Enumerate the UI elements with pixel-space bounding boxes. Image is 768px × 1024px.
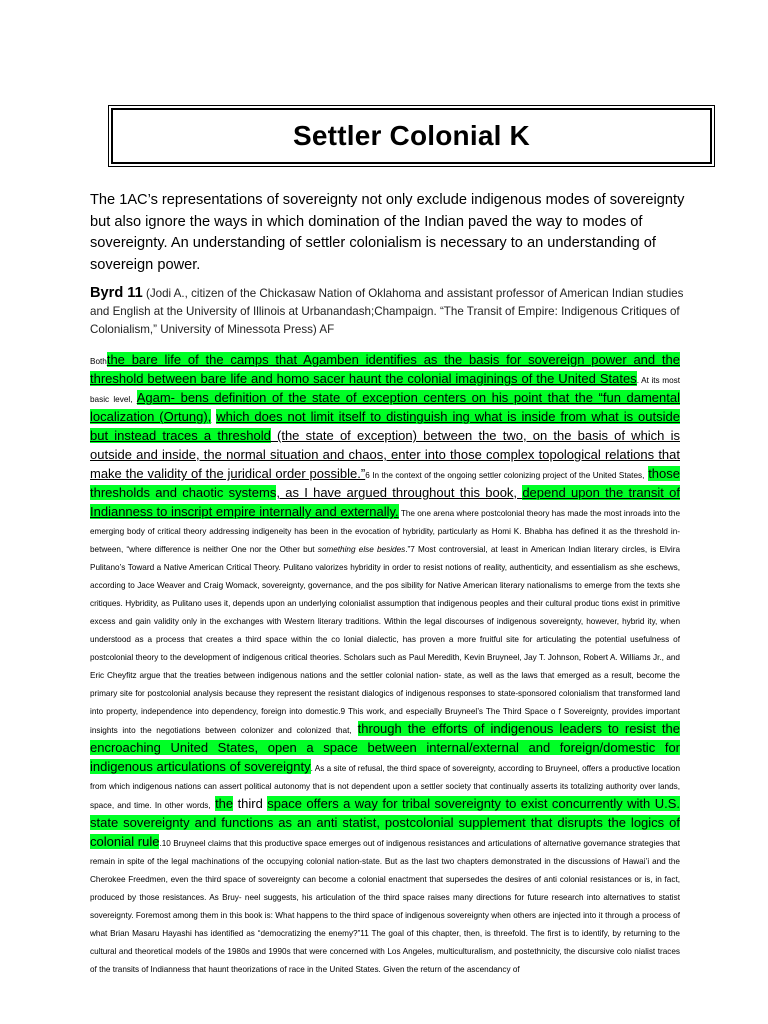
- card-body: [90, 350, 680, 1020]
- card-text-highlighted: the bare life of the camps that Agamben identifies as the basis for sovereign power and the threshold between bare life and homo sacer haunt the colonial imaginings of the United States: [90, 352, 680, 386]
- card-text-small: . As a site of refusal, the third space of sovereignty, according to Bruyneel, offers a productive location from which indigenous nations can assert political autonomy that is not dependent upon a settler society that continually asserts its totalizing authority over lands, space, and time. In other words,: [90, 764, 680, 810]
- card-text-highlighted: those thresholds and chaotic systems: [90, 466, 680, 500]
- card-text-highlighted: space offers a way for tribal sovereignty to exist concurrently with U.S. state sovereignty and functions as an anti statist, postcolonial supplement that disrupts the logics of colonial rule: [90, 796, 680, 849]
- card-text-underlined: (the state of exception) between the two, on the basis of which is outside and inside, the normal situation and chaos, enter into those complex topological relations that make the validity of the juridical order possible.”: [90, 428, 680, 481]
- card-text-highlighted: through the efforts of indigenous leaders to resist the encroaching United States, open a space between internal/external and foreign/domestic for indigenous articulations of sovereignty: [90, 721, 680, 774]
- page-title: Settler Colonial K: [293, 120, 530, 151]
- card-text-highlighted: depend upon the transit of Indianness to inscript empire internally and externally.: [90, 485, 680, 519]
- card-text-small: The one arena where postcolonial theory has made the most inroads into the emerging body of critical theory addressing indigeneity has been in the evocation of hybridity, particularly as Homi K. Bhabha has defined it as the threshold in-between, “where difference is neither One nor the Other but: [90, 509, 680, 554]
- citation-details: (Jodi A., citizen of the Chickasaw Nation of Oklahoma and assistant professor of American Indian studies and English at the University of Illinois at Urbanandash;Champaign. “The Transit of Empire: Indigenous Critiques of Colonialism,” University of Minessota Press) AF: [90, 287, 684, 336]
- card-text-highlighted: the: [215, 796, 234, 811]
- card-text-italic: something else besides: [317, 545, 406, 554]
- card-text-underlined: third: [233, 796, 268, 811]
- card-text-space: [352, 721, 358, 736]
- citation-author: Byrd 11: [90, 285, 143, 301]
- title-box: [111, 108, 712, 164]
- card-tagline: The 1AC’s representations of sovereignty not only exclude indigenous modes of sovereignty but also ignore the ways in which domination of the Indian paved the way to modes of sovereignty. An understanding of settler colonialism is necessary to an understanding of sovereign power.: [90, 192, 685, 273]
- card-text-small: .”7 Most controversial, at least in American Indian literary circles, is Elvira Pulitano’s Toward a Native American Critical Theory. Pulitano valorizes hybridity in order to resist notions of reality, authenticity, and essentialism as she eschews, according to Jace Weaver and Craig Womack, sovereignty, governance, and the pos sibility for Native American literary nationalisms to emerge from the texts she critiques. Hybridity, as Pulitano uses it, depends upon an underlying colonialist assumption that indigenous peoples and their cultural produc tions exist in primitive excess and gain validity only in the exchanges with Western literary traditions. Within the legal discourses of indigenous sovereignty, however, hybrid ity, when understood as a process that creates a third space within the co lonial dialectic, has proven a more fruitful site for articulating the potential usefulness of postcolonial theory to the development of indigenous critical theories. Scholars such as Paul Meredith, Kevin Bruyneel, Jay T. Johnson, Robert A. Williams Jr., and Eric Cheyfitz argue that the treaties between indigenous nations and the settler colonial nation- state, as well as the laws that emerged as a result, become the primary site for postcolonial analysis because they represent the resistant dialogics of indigenous responses to state-sponsored colonialism that transformed land into property, independence into dependency, foreign into domestic.9 This work, and especially Bruyneel’s The Third Space o f Sovereignty, provides important insights into the negotiations between colonizer and colonized that,: [90, 545, 680, 735]
- card-text-highlighted: which does not limit itself to distinguish ing what is inside from what is outside but instead traces a threshold: [90, 409, 680, 443]
- card-text-small: . At its most basic level,: [90, 376, 680, 404]
- card-text-highlighted: Agam- bens definition of the state of exception centers on his point that the “fun damental localization (Ortung),: [90, 390, 680, 424]
- card-text-small: 6 In the context of the ongoing settler colonizing project of the United States,: [365, 471, 645, 480]
- card-text-small: .10 Bruyneel claims that this productive space emerges out of indigenous resistances and articulations of alternative governance strategies that remain in spite of the legal machinations of the occupying colonial nation-state. But as the last two chapters demonstrated in the discussions of Hawai’i and the Cherokee Freedmen, even the third space of sovereignty can become a colonial enactment that supersedes the desires of anti colonial resistances or is, in fact, produced by those resistances. As Bruy- neel suggests, his articulation of the third space raises many directions for future research into alternatives to statist sovereignty. Foremost among them in this book is: What happens to the third space of indigenous sovereignty when others are injected into it through a process of what Brian Masaru Hayashi has identified as “democratizing the enemy?”11 The goal of this chapter, then, is threefold. The first is to identify, by returning to the cultural and theoretical models of the 1980s and 1990s that were concerned with Los Angeles, multiculturalism, and postethnicity, the discursive colo nialist traces of the transits of Indianness that haunt theorizations of race in the United States. Given the return of the ascendancy of: [90, 839, 680, 974]
- citation: [90, 284, 690, 339]
- card-text-underlined: , as I have argued throughout this book,: [276, 485, 523, 500]
- card-text-small: Both: [90, 357, 107, 366]
